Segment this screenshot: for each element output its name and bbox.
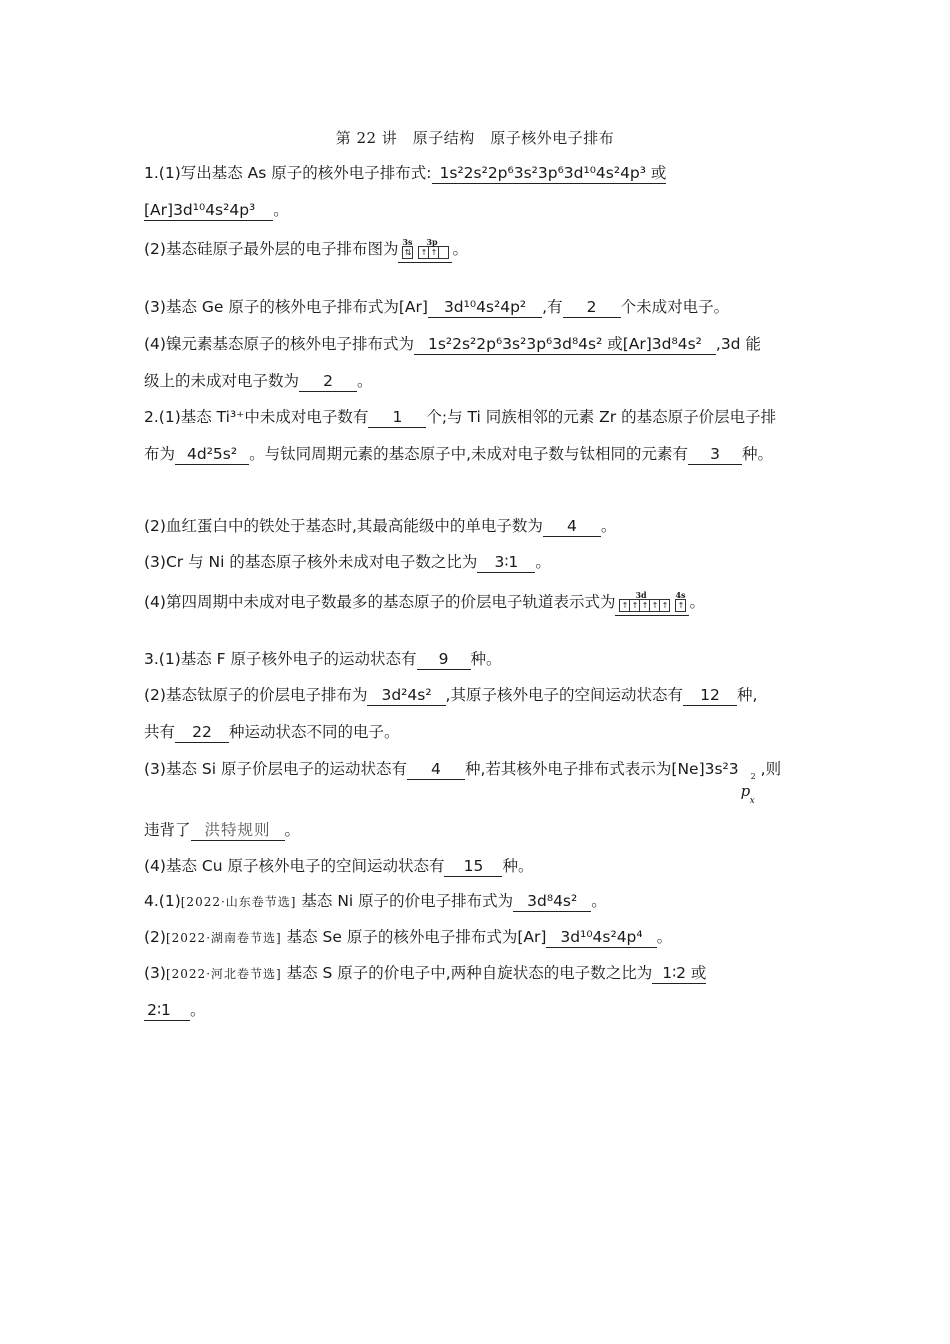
q3-3-line2 <box>144 819 300 841</box>
q2-1-post: 种。 <box>742 445 774 463</box>
q1-3-mid: ,有 <box>542 298 563 316</box>
orbital-3s-label: 3s <box>402 237 413 247</box>
q3-3-post2: 。 <box>284 821 301 839</box>
q4-1-answer: 3d⁸4s² <box>513 891 591 912</box>
q1-3-answer-2: 2 <box>563 297 621 318</box>
q2-1-line2 <box>144 443 773 465</box>
q2-3-text: (3)Cr 与 Ni 的基态原子核外未成对电子数之比为 <box>144 553 478 571</box>
q1-2-post: 。 <box>452 240 468 258</box>
q1-4-text: (4)镍元素基态原子的核外电子排布式为 <box>144 335 414 353</box>
q1-3-post: 个未成对电子。 <box>620 298 730 316</box>
q4-2-post: 。 <box>656 928 673 946</box>
orbital-box: ↑ <box>675 599 686 612</box>
q3-2-text2: 共有 <box>144 723 176 741</box>
q4-1-line <box>144 890 607 913</box>
q1-3-text: (3)基态 Ge 原子的核外电子排布式为[Ar] <box>144 298 428 316</box>
q3-3-answer-2: 洪特规则 <box>191 820 285 841</box>
q3-4-answer: 15 <box>444 856 502 877</box>
q4-3-number: (3) <box>144 964 166 982</box>
q1-1-text: 1.(1)写出基态 As 原子的核外电子排布式: <box>144 164 432 182</box>
q2-4-post: 。 <box>689 593 705 611</box>
q1-1-line2 <box>144 199 289 221</box>
q2-2-answer: 4 <box>543 516 601 537</box>
q3-3-text: (3)基态 Si 原子价层电子的运动状态有 <box>144 760 407 778</box>
q1-1-post: 。 <box>273 201 289 219</box>
q3-1-answer: 9 <box>417 649 471 670</box>
q4-3-answer-a: 1∶2 或 <box>652 963 706 984</box>
q3-2-post2: 种运动状态不同的电子。 <box>229 723 400 741</box>
q4-2-source: [2022·湖南卷节选] <box>165 931 282 945</box>
page-title: 第 22 讲 原子结构 原子核外电子排布 <box>335 129 615 147</box>
q2-1-mid2: 。与钛同周期元素的基态原子中,未成对电子数与钛相同的元素有 <box>249 445 689 463</box>
q2-1-answer-1: 1 <box>368 407 426 428</box>
q2-1-text2: 布为 <box>144 445 176 463</box>
q4-3-text: 基态 S 原子的价电子中,两种自旋状态的电子数之比为 <box>281 964 653 982</box>
q3-3-post: ,则 <box>760 760 782 778</box>
orbital-4s-label: 4s <box>675 590 686 600</box>
q2-3-line <box>144 551 551 573</box>
q2-2-text: (2)血红蛋白中的铁处于基态时,其最高能级中的单电子数为 <box>144 517 543 535</box>
q3-3-text2: 违背了 <box>144 821 191 839</box>
orbital-box: ↑ <box>639 599 650 612</box>
q4-2-line <box>144 926 672 949</box>
q3-4-text: (4)基态 Cu 原子核外电子的空间运动状态有 <box>144 857 445 875</box>
q1-4-mid: ,3d 能 <box>715 335 761 353</box>
q4-2-text: 基态 Se 原子的核外电子排布式为[Ar] <box>281 928 547 946</box>
orbital-4s <box>675 590 686 615</box>
q4-3-source: [2022·河北卷节选] <box>165 967 282 981</box>
q1-4-text2: 级上的未成对电子数为 <box>144 372 300 390</box>
q2-2-line <box>144 515 616 537</box>
q3-2-text: (2)基态钛原子的价层电子排布为 <box>144 686 368 704</box>
q4-2-number: (2) <box>144 928 166 946</box>
q2-4-orbital-diagram <box>615 592 689 616</box>
q2-1-answer-3: 3 <box>688 444 742 465</box>
q3-2-line1 <box>144 684 757 706</box>
q3-3-line1: (3)基态 Si 原子价层电子的运动状态有 4 种,若其核外电子排布式表示为[Ne]3s²3 p 2 x ,则 <box>144 760 782 806</box>
orbital-3p <box>418 237 448 262</box>
q2-1-line1 <box>144 406 776 428</box>
q3-1-post: 种。 <box>470 650 502 668</box>
q4-1-text: 基态 Ni 原子的价电子排布式为 <box>296 892 514 910</box>
q4-3-post: 。 <box>190 1001 206 1019</box>
q1-3-answer-1: 3d¹⁰4s²4p² <box>428 297 542 318</box>
q2-4-line <box>144 591 705 616</box>
q3-2-answer-3: 22 <box>175 722 229 743</box>
q1-1-line1 <box>144 162 666 184</box>
orbital-3d-label: 3d <box>635 590 647 600</box>
orbital-box: ⇅ <box>402 246 413 259</box>
q2-1-text: 2.(1)基态 Ti³⁺中未成对电子数有 <box>144 408 369 426</box>
q1-2-orbital-diagram <box>398 239 452 263</box>
q3-4-post: 种。 <box>502 857 534 875</box>
q2-4-text: (4)第四周期中未成对电子数最多的基态原子的价层电子轨道表示式为 <box>144 593 616 611</box>
q2-2-post: 。 <box>600 517 617 535</box>
q4-1-post: 。 <box>591 892 607 910</box>
q2-3-answer: 3∶1 <box>477 552 535 573</box>
q4-3-answer-b: 2∶1 <box>144 1000 190 1021</box>
q3-3-answer-1: 4 <box>407 759 465 780</box>
q1-4-line1 <box>144 333 761 355</box>
q3-2-mid: ,其原子核外电子的空间运动状态有 <box>445 686 683 704</box>
orbital-box: ↑ <box>629 599 640 612</box>
q3-2-post: 种, <box>736 686 758 704</box>
q1-1-answer-b: [Ar]3d¹⁰4s²4p³ <box>144 200 273 221</box>
orbital-3d <box>619 590 669 615</box>
q3-4-line <box>144 855 533 877</box>
q2-1-answer-2: 4d²5s² <box>175 444 249 465</box>
q4-3-line1 <box>144 962 706 985</box>
q3-3-mid: 种,若其核外电子排布式表示为[Ne]3s²3 <box>464 760 739 778</box>
q1-2-text: (2)基态硅原子最外层的电子排布图为 <box>144 240 399 258</box>
q1-4-line2 <box>144 370 373 392</box>
q1-3-line <box>144 296 729 318</box>
orbital-box <box>438 246 449 259</box>
orbital-box: ↑ <box>619 599 630 612</box>
orbital-3s <box>402 237 413 262</box>
orbital-box: ↑ <box>428 246 439 259</box>
q1-2-line <box>144 238 468 263</box>
q4-2-answer: 3d¹⁰4s²4p⁴ <box>546 927 656 948</box>
q4-1-number: 4.(1) <box>144 892 181 910</box>
q3-2-line2 <box>144 721 400 743</box>
q1-4-answer-2: 2 <box>299 371 357 392</box>
q3-1-text: 3.(1)基态 F 原子核外电子的运动状态有 <box>144 650 417 668</box>
q3-1-line <box>144 648 502 670</box>
q1-4-answer-1: 1s²2s²2p⁶3s²3p⁶3d⁸4s² 或[Ar]3d⁸4s² <box>414 334 716 355</box>
q2-3-post: 。 <box>535 553 551 571</box>
q4-3-line2 <box>144 999 206 1021</box>
q3-2-answer-2: 12 <box>683 685 737 706</box>
q3-2-answer-1: 3d²4s² <box>367 685 445 706</box>
orbital-box: ↑ <box>418 246 429 259</box>
q1-4-post: 。 <box>357 372 373 390</box>
q2-1-mid: 个;与 Ti 同族相邻的元素 Zr 的基态原子价层电子排 <box>426 408 777 426</box>
orbital-box: ↑ <box>659 599 670 612</box>
q1-1-answer-a: 1s²2s²2p⁶3s²3p⁶3d¹⁰4s²4p³ 或 <box>432 163 667 184</box>
q4-1-source: [2022·山东卷节选] <box>180 895 297 909</box>
orbital-box: ↑ <box>649 599 660 612</box>
orbital-3p-label: 3p <box>426 237 438 247</box>
